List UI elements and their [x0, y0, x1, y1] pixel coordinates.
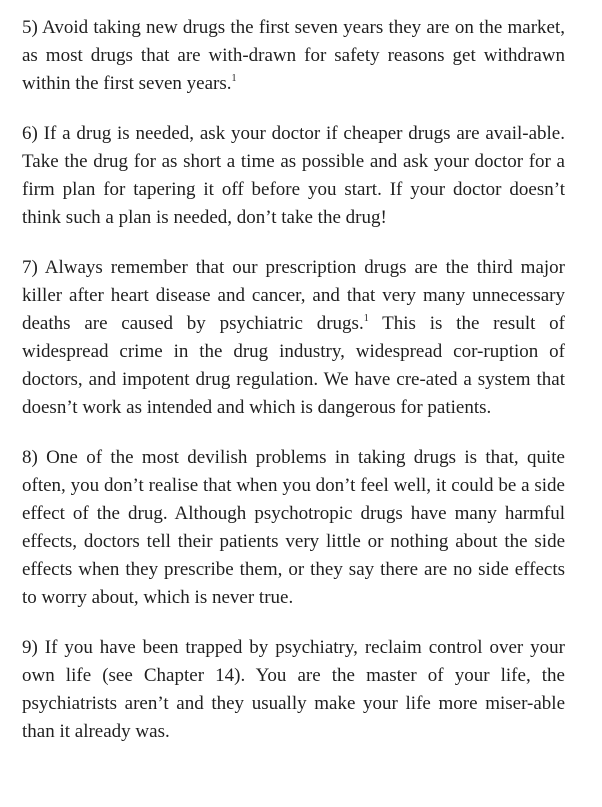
paragraph-8: [22, 444, 565, 612]
paragraph-9: [22, 634, 565, 746]
footnote-marker: 1: [363, 313, 369, 324]
footnote-marker: 1: [231, 73, 237, 84]
document-page: [22, 14, 565, 768]
paragraph-6: [22, 120, 565, 232]
paragraph-text: This is the result of widespread crime in the drug industry, widespread cor-ruption of doctors, and impotent drug regulation. We have cre-ated a system that doesn’t work as intended and which is dangerous for patients.: [22, 313, 566, 418]
paragraph-text: 9) If you have been trapped by psychiatry, reclaim control over your own life (see Chapter 14). You are the master of your life, the psychiatrists aren’t and they usually make your life more miser-able than it already was.: [22, 637, 565, 742]
paragraph-7: [22, 254, 565, 422]
paragraph-text: 7) Always remember that our prescription drugs are the third major killer after heart disease and cancer, and that very many unnecessary deaths are caused by psychiatric drugs.: [22, 257, 565, 334]
paragraph-text: 5) Avoid taking new drugs the first seven years they are on the market, as most drugs that are with-drawn for safety reasons get withdrawn within the first seven years.: [22, 17, 565, 94]
paragraph-text: 6) If a drug is needed, ask your doctor if cheaper drugs are avail-able. Take the drug for as short a time as possible and ask your doctor for a firm plan for tapering it off before you start. If your doctor doesn’t think such a plan is needed, don’t take the drug!: [22, 123, 565, 228]
paragraph-text: 8) One of the most devilish problems in taking drugs is that, quite often, you don’t realise that when you don’t feel well, it could be a side effect of the drug. Although psychotropic drugs have many harmful effects, doctors tell their patients very little or nothing about the side effects when they prescribe them, or they say there are no side effects to worry about, which is never true.: [22, 447, 565, 608]
paragraph-5: [22, 14, 565, 98]
